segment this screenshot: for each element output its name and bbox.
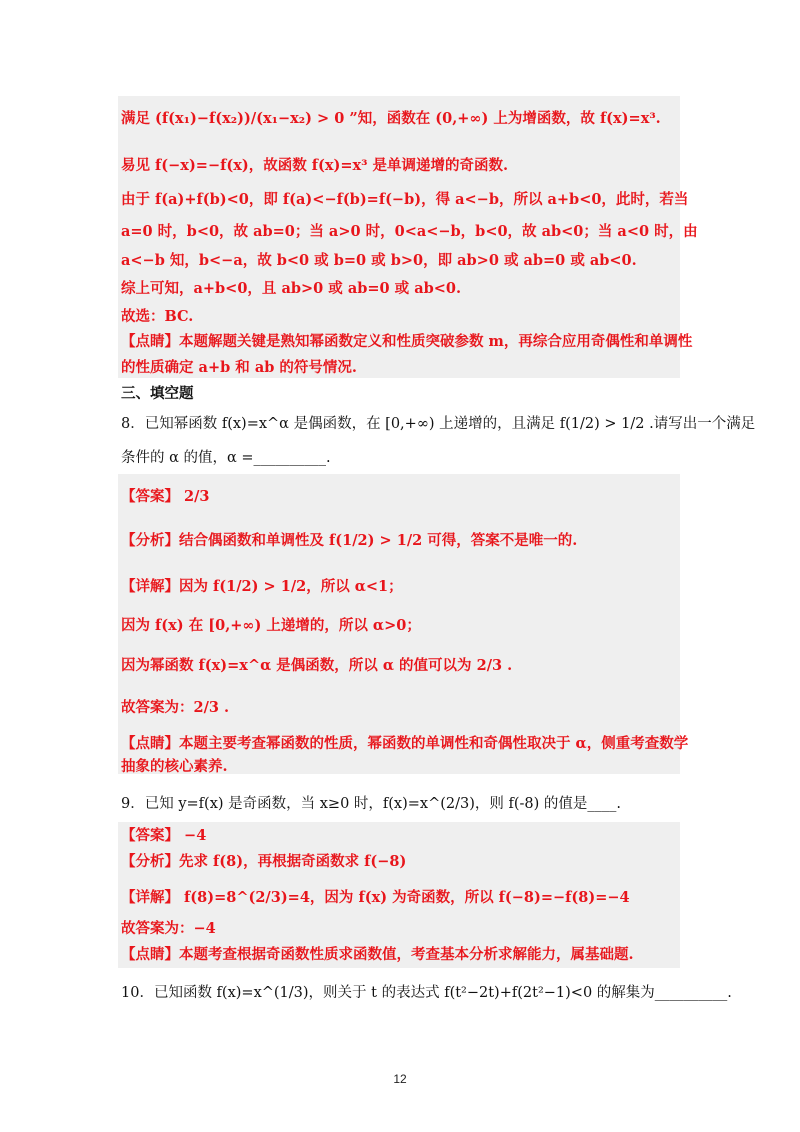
solution-line: 满足 (f(x₁)−f(x₂))/(x₁−x₂) > 0 ”知，函数在 (0,+∞) 上为增函数，故 f(x)=x³. [121, 110, 661, 127]
answer-line: 【答案】 2/3 [121, 488, 210, 505]
comment-line: 的性质确定 a+b 和 ab 的符号情况. [121, 359, 357, 376]
final-answer-line: 故答案为：2/3 . [121, 699, 230, 716]
section-heading: 三、填空题 [121, 385, 194, 402]
comment-line: 【点睛】本题主要考查幂函数的性质，幂函数的单调性和奇偶性取决于 α，侧重考查数学 [121, 735, 689, 752]
final-answer-line: 故答案为：−4 [121, 920, 216, 937]
detail-line: 因为幂函数 f(x)=x^α 是偶函数，所以 α 的值可以为 2/3 . [121, 657, 513, 674]
answer-line: 【答案】 −4 [121, 827, 207, 844]
detail-line: 【详解】因为 f(1/2) > 1/2，所以 α<1； [121, 578, 403, 595]
comment-line: 【点睛】本题解题关键是熟知幂函数定义和性质突破参数 m，再综合应用奇偶性和单调性 [121, 333, 693, 350]
analysis-line: 【分析】先求 f(8)，再根据奇函数求 f(−8) [121, 853, 407, 870]
detail-line: 【详解】 f(8)=8^(2/3)=4，因为 f(x) 为奇函数，所以 f(−8)=−f(8)=−4 [121, 889, 630, 906]
solution-answer: 故选：BC. [121, 308, 194, 325]
problem-8-text: 条件的 α 的值，α =__________. [121, 450, 331, 466]
page-number: 12 [393, 1072, 407, 1086]
problem-9-text: 9．已知 y=f(x) 是奇函数，当 x≥0 时，f(x)=x^(2/3)，则 f(-8) 的值是____. [121, 796, 622, 812]
problem-10-text: 10．已知函数 f(x)=x^(1/3)，则关于 t 的表达式 f(t²−2t)+f(2t²−1)<0 的解集为__________. [121, 985, 732, 1001]
problem-8-text: 8．已知幂函数 f(x)=x^α 是偶函数，在 [0,+∞) 上递增的，且满足 f(1/2) > 1/2 .请写出一个满足 [121, 416, 756, 432]
solution-line: a<−b 知，b<−a，故 b<0 或 b=0 或 b>0，即 ab>0 或 ab=0 或 ab<0. [121, 252, 637, 269]
solution-line: 综上可知，a+b<0，且 ab>0 或 ab=0 或 ab<0. [121, 280, 462, 297]
detail-line: 因为 f(x) 在 [0,+∞) 上递增的，所以 α>0； [121, 617, 421, 634]
comment-line: 抽象的核心素养. [121, 758, 228, 775]
comment-line: 【点睛】本题考查根据奇函数性质求函数值，考查基本分析求解能力，属基础题. [121, 946, 634, 963]
analysis-line: 【分析】结合偶函数和单调性及 f(1/2) > 1/2 可得，答案不是唯一的. [121, 532, 578, 549]
solution-line: 由于 f(a)+f(b)<0，即 f(a)<−f(b)=f(−b)，得 a<−b，所以 a+b<0，此时，若当 [121, 191, 689, 208]
solution-line: 易见 f(−x)=−f(x)，故函数 f(x)=x³ 是单调递增的奇函数. [121, 157, 509, 174]
solution-line: a=0 时，b<0，故 ab=0；当 a>0 时，0<a<−b，b<0，故 ab<0；当 a<0 时，由 [121, 223, 698, 240]
